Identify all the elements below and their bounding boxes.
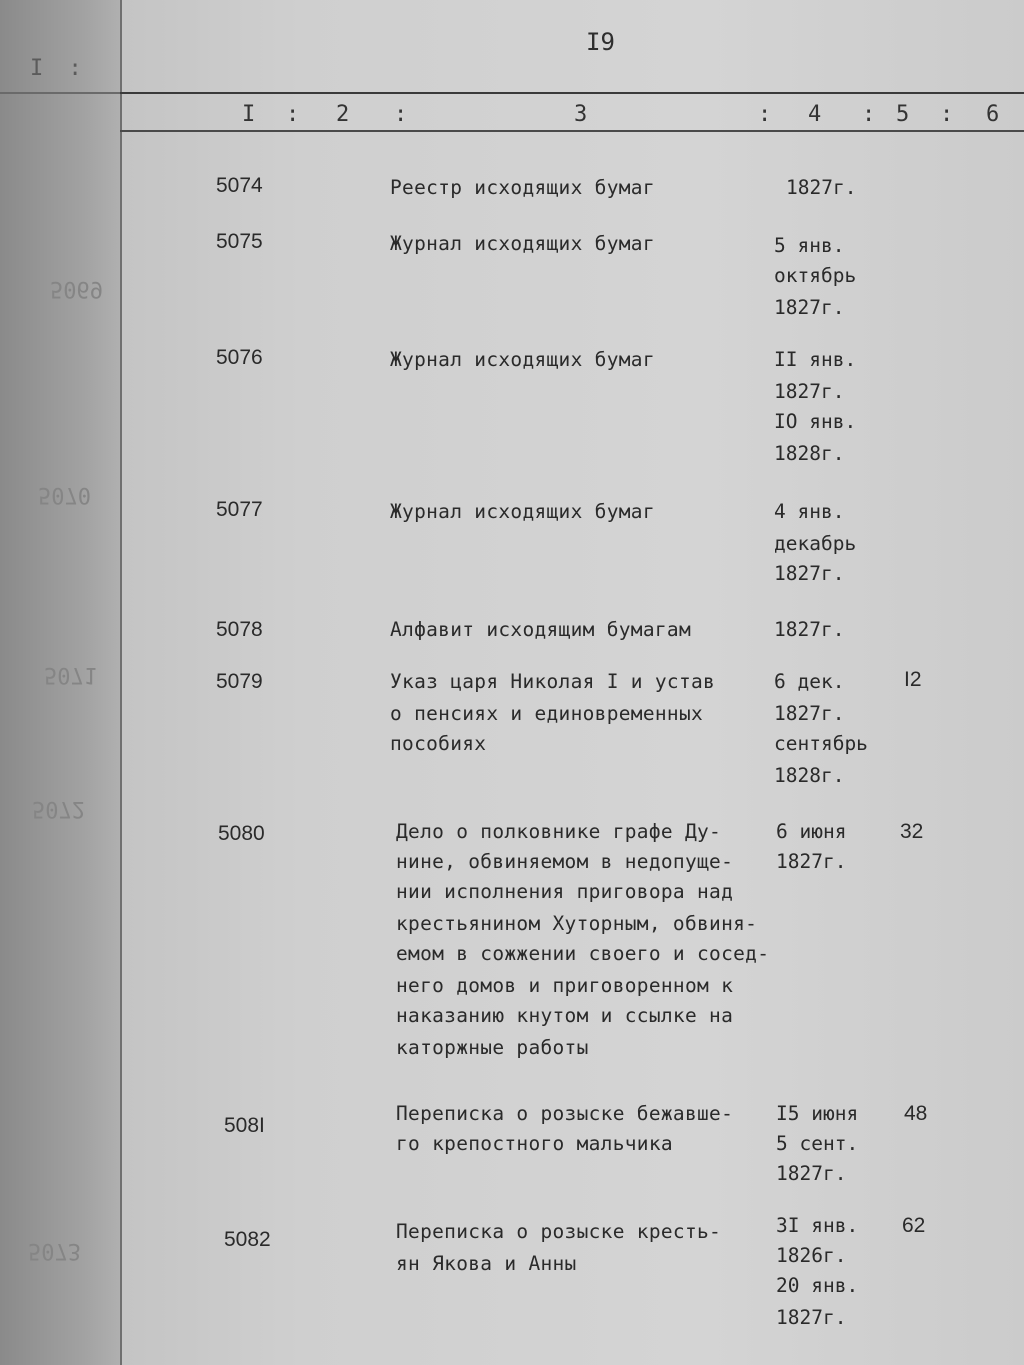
item-date-line: октябрь — [774, 264, 857, 287]
item-title-line: него домов и приговоренном к — [396, 974, 734, 997]
left-page-rule — [0, 92, 120, 94]
item-title-line: го крепостного мальчика — [396, 1132, 673, 1155]
item-title-line: каторжные работы — [396, 1036, 589, 1059]
item-date-line: 1827г. — [776, 1306, 847, 1329]
item-date-line: 1827г. — [774, 562, 845, 585]
item-date-line: 1828г. — [774, 442, 845, 465]
item-title-line: Журнал исходящих бумаг — [390, 500, 655, 523]
header-rule-bottom — [120, 130, 1024, 132]
column-header-1: I — [242, 102, 256, 127]
item-number: 5076 — [216, 346, 263, 369]
item-date-line: II янв. — [774, 348, 857, 371]
item-number: 5082 — [224, 1228, 271, 1251]
column-separator: : — [286, 102, 300, 127]
item-date-line: сентябрь — [774, 732, 868, 755]
item-date-line: 5 сент. — [776, 1132, 859, 1155]
item-sheets: 48 — [904, 1102, 928, 1125]
left-page-edge — [0, 0, 122, 1365]
item-title-line: нине, обвиняемом в недопуще- — [396, 850, 734, 873]
item-title-line: крестьянином Хуторным, обвиня- — [396, 912, 758, 935]
item-date-line: 5 янв. — [774, 234, 845, 257]
column-header-3: 3 — [574, 102, 588, 127]
column-separator: : — [394, 102, 408, 127]
item-date-line: 1828г. — [774, 764, 845, 787]
left-page-number: 5069 — [50, 276, 103, 301]
item-date-line: 4 янв. — [774, 500, 845, 523]
item-date-line: 6 дек. — [774, 670, 845, 693]
item-title-line: Реестр исходящих бумаг — [390, 176, 655, 199]
item-date-line: 1827г. — [786, 176, 857, 199]
item-title-line: Переписка о розыске кресть- — [396, 1220, 722, 1243]
column-separator: : — [940, 102, 954, 127]
item-date-line: 1827г. — [774, 618, 845, 641]
item-sheets: 32 — [900, 820, 924, 843]
item-title-line: Переписка о розыске бежавше- — [396, 1102, 734, 1125]
item-title-line: пособиях — [390, 732, 487, 755]
item-date-line: 1827г. — [774, 702, 845, 725]
item-number: 5074 — [216, 174, 263, 197]
item-title-line: наказанию кнутом и ссылке на — [396, 1004, 734, 1027]
item-date-line: 1827г. — [776, 850, 847, 873]
item-sheets: 62 — [902, 1214, 926, 1237]
left-page-number: 5072 — [32, 796, 85, 821]
item-title-line: нии исполнения приговора над — [396, 880, 734, 903]
item-title-line: Журнал исходящих бумаг — [390, 348, 655, 371]
page-number: I9 — [586, 28, 615, 56]
left-page-header: I : — [30, 56, 88, 81]
left-page-number: 5071 — [44, 662, 97, 687]
column-header-5: 5 — [896, 102, 910, 127]
item-number: 5079 — [216, 670, 263, 693]
item-date-line: 1827г. — [774, 296, 845, 319]
item-title-line: Алфавит исходящим бумагам — [390, 618, 691, 641]
column-header-6: 6 — [986, 102, 1000, 127]
item-sheets: I2 — [904, 668, 922, 691]
column-header-2: 2 — [336, 102, 350, 127]
item-number: 5075 — [216, 230, 263, 253]
item-date-line: IO янв. — [774, 410, 857, 433]
item-date-line: 1827г. — [776, 1162, 847, 1185]
item-title-line: емом в сожжении своего и сосед- — [396, 942, 770, 965]
column-separator: : — [758, 102, 772, 127]
header-rule-top — [120, 92, 1024, 94]
item-title-line: Дело о полковнике графе Ду- — [396, 820, 722, 843]
item-number: 508I — [224, 1114, 265, 1137]
item-date-line: декабрь — [774, 532, 857, 555]
item-title-line: о пенсиях и единовременных — [390, 702, 704, 725]
item-title-line: Журнал исходящих бумаг — [390, 232, 655, 255]
item-number: 5080 — [218, 822, 265, 845]
left-page-number: 5070 — [38, 482, 91, 507]
item-title-line: ян Якова и Анны — [396, 1252, 577, 1275]
item-date-line: 1826г. — [776, 1244, 847, 1267]
item-date-line: 6 июня — [776, 820, 847, 843]
column-header-4: 4 — [808, 102, 822, 127]
item-title-line: Указ царя Николая I и устав — [390, 670, 716, 693]
left-page-number: 5073 — [28, 1238, 81, 1263]
item-date-line: I5 июня — [776, 1102, 859, 1125]
item-number: 5078 — [216, 618, 263, 641]
item-date-line: 20 янв. — [776, 1274, 859, 1297]
item-date-line: 1827г. — [774, 380, 845, 403]
item-number: 5077 — [216, 498, 263, 521]
column-separator: : — [862, 102, 876, 127]
item-date-line: 3I янв. — [776, 1214, 859, 1237]
